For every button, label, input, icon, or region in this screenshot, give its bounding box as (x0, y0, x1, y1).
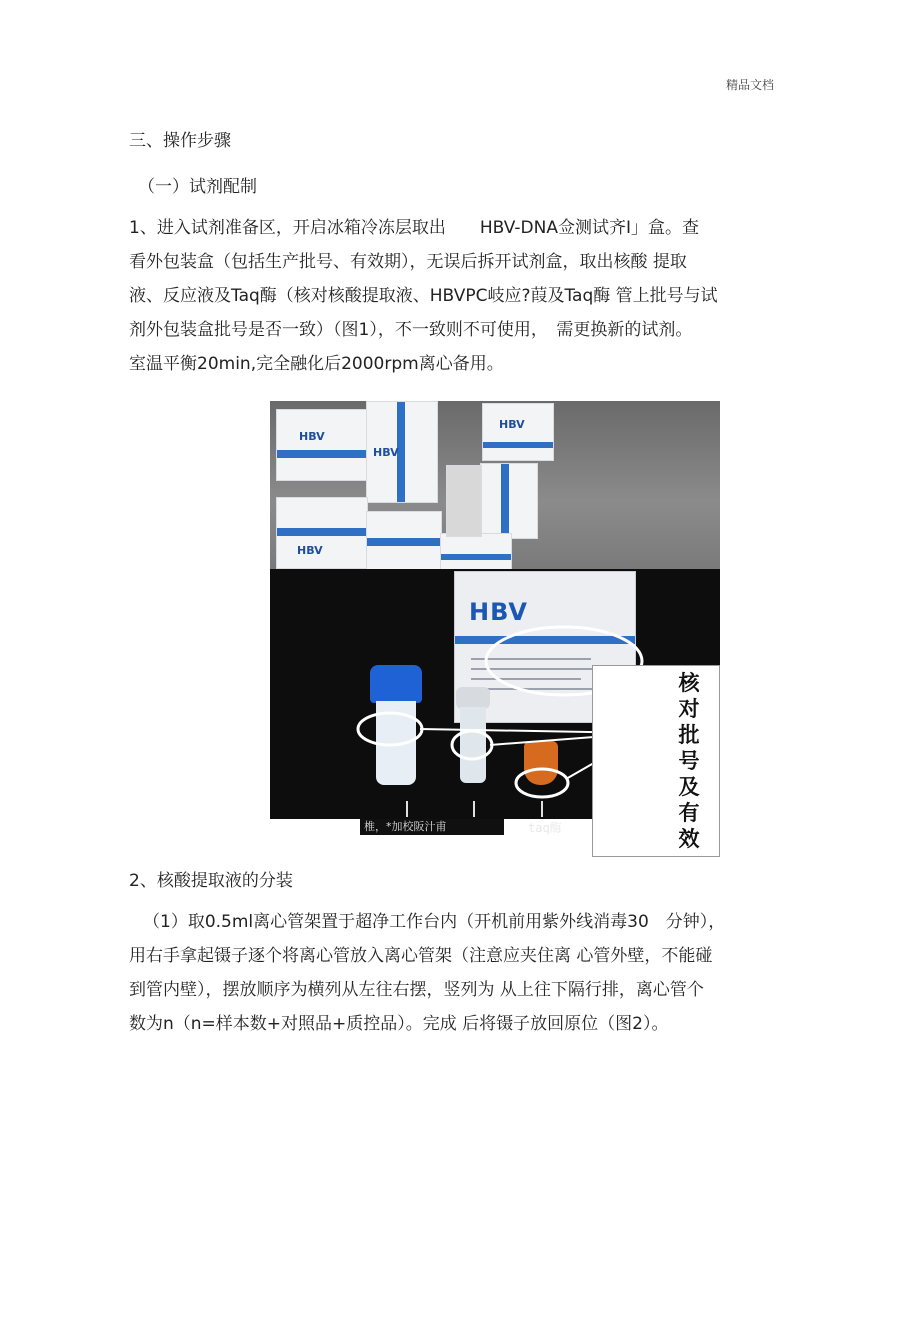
reagent-box (276, 409, 374, 481)
taq-label: taq酶 (528, 821, 562, 835)
section-title: 三、操作步骤 (129, 131, 231, 151)
kit-brand-logo: HBV (469, 598, 528, 626)
reagent-box (366, 401, 438, 503)
callout-char: 号 (678, 749, 700, 773)
pointer-arrow (406, 801, 408, 817)
callout-char: 有 (678, 801, 700, 825)
step2-1-line: 到管内壁），摆放顺序为横列从左往右摆，竖列为 从上往下隔行排，离心管个 (129, 980, 704, 1000)
step1-line: 看外包装盒（包括生产批号、有效期），无误后拆开试剂盒，取出核酸 提取 (129, 252, 687, 272)
box-label: HBV (373, 446, 399, 459)
pointer-arrow (541, 801, 543, 817)
step2-1-line: 用右手拿起镊子逐个将离心管放入离心管架（注意应夹住离 心管外壁，不能碰 (129, 946, 713, 966)
reagent-box (482, 403, 554, 461)
document-watermark-header: 精品文档 (725, 78, 774, 92)
figure-caption: 椎，*加校阪汁甫 (360, 819, 504, 835)
step1-paragraph (129, 211, 794, 381)
step1-line: 1、进入试剂准备区，开启冰箱冷冻层取出 HBV-DNA佥测试齐I」盒。查 (129, 218, 699, 238)
pointer-arrow (473, 801, 475, 817)
fridge-boxes-photo (270, 401, 720, 569)
figure-1-photo (270, 401, 722, 857)
reagent-box (446, 465, 482, 537)
callout-char: 对 (678, 697, 700, 721)
subsection-title: （一）试剂配制 (138, 177, 257, 197)
box-label: HBV (499, 418, 525, 431)
step2-1-line: 数为n（n=样本数+对照品+质控品）。完成 后将镊子放回原位（图2）。 (129, 1014, 669, 1034)
step1-line: 室温平衡20min,完全融化后2000rpm离心备用。 (129, 354, 504, 374)
callout-char: 核 (678, 671, 700, 695)
callout-box (592, 665, 720, 857)
reagent-box (276, 497, 368, 569)
step2-1-paragraph (129, 905, 794, 1041)
callout-char: 效 (678, 827, 700, 851)
callout-char: 及 (678, 775, 700, 799)
box-label: HBV (297, 544, 323, 557)
step2-title: 2、核酸提取液的分装 (129, 871, 293, 891)
reagent-box (440, 533, 512, 571)
reagent-box (366, 511, 442, 571)
reagent-box (480, 463, 538, 539)
step1-line: 剂外包装盒批号是否一致）（图1），不一致则不可使用， 需更换新的试剂。 (129, 320, 693, 340)
step2-1-line: （1）取0.5ml离心管架置于超净工作台内（开机前用紫外线消毒30 分钟）， (143, 912, 726, 932)
callout-char: 批 (678, 723, 700, 747)
step1-line: 液、反应液及Taq酶（核对核酸提取液、HBVPC岐应?葭及Taq酶 管上批号与试 (129, 286, 718, 306)
box-label: HBV (299, 430, 325, 443)
